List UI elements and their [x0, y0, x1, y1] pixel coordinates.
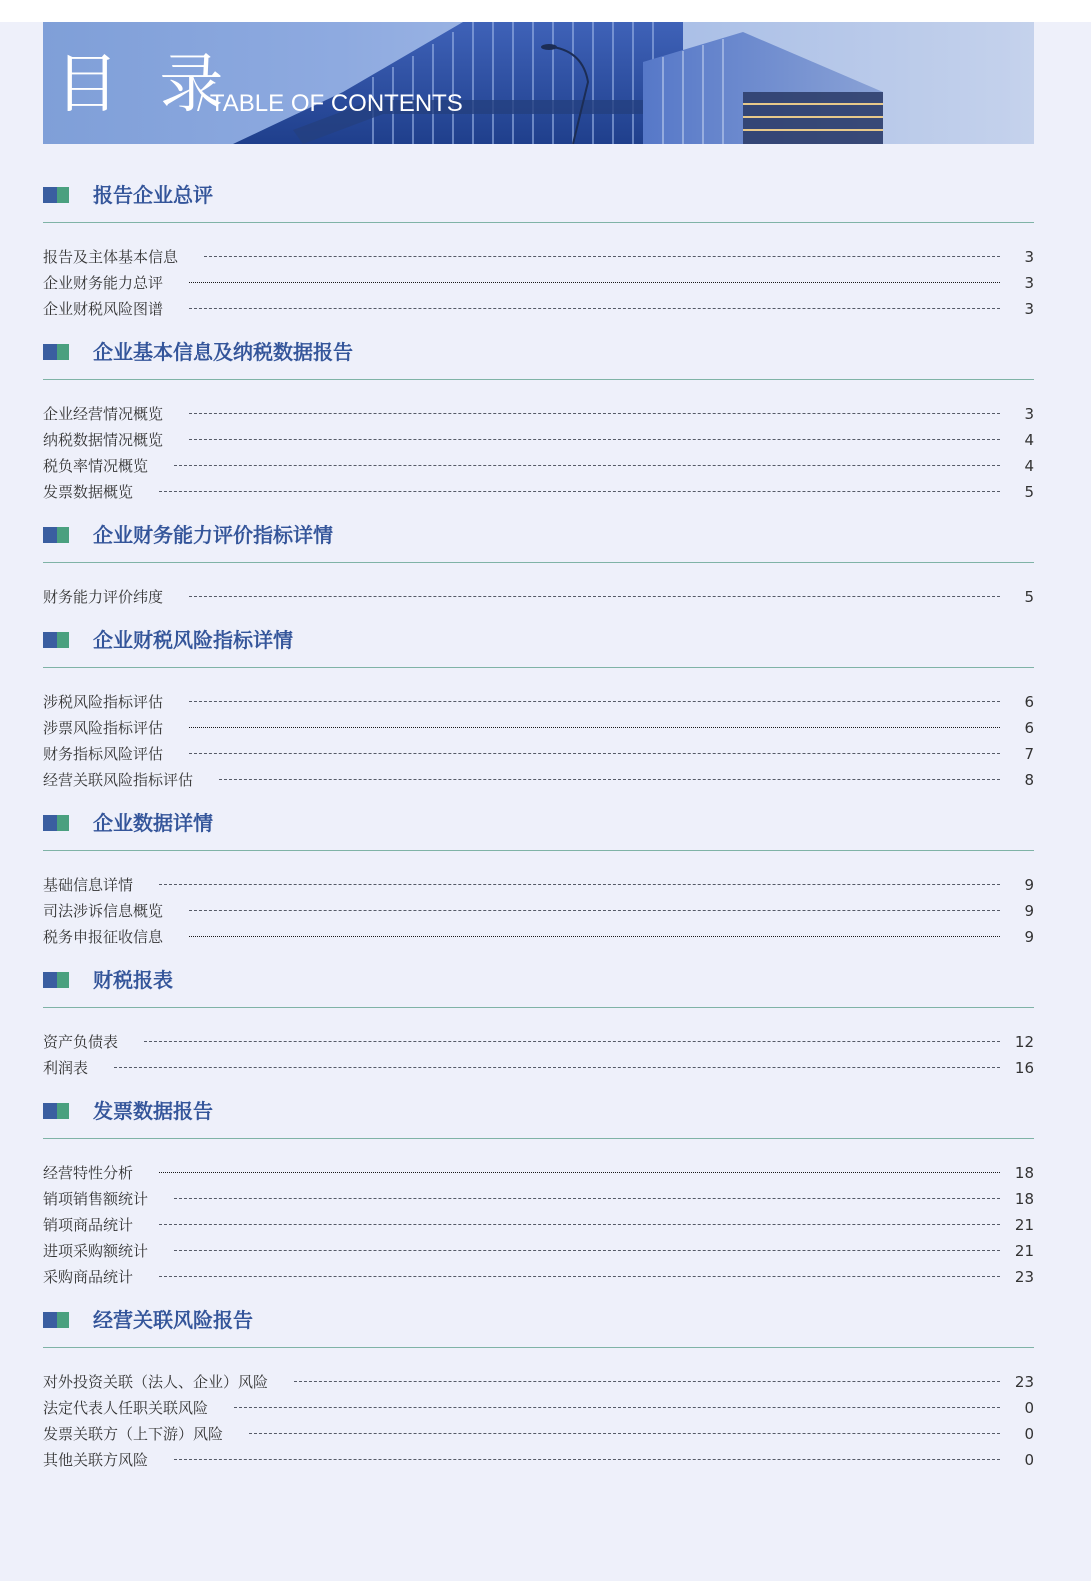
toc-section [43, 960, 1034, 1091]
section-header [43, 803, 1034, 851]
dot-leader [189, 596, 1000, 597]
section-marker-icon [43, 527, 69, 543]
section-marker-icon [43, 187, 69, 203]
toc-entry-page-number: 5 [1024, 483, 1034, 501]
toc-entry[interactable] [43, 715, 1034, 741]
dot-leader [219, 779, 1000, 780]
dot-leader [159, 1276, 1000, 1277]
dot-leader [189, 308, 1000, 309]
toc-entry-page-number: 9 [1024, 902, 1034, 920]
toc-section [43, 175, 1034, 332]
toc-entry[interactable] [43, 1395, 1034, 1421]
section-items [43, 223, 1034, 332]
toc-entry-label: 税负率情况概览 [43, 457, 149, 475]
toc-entry-page-number: 23 [1014, 1373, 1034, 1391]
section-items [43, 1348, 1034, 1483]
toc-entry-page-number: 5 [1024, 588, 1034, 606]
toc-entry[interactable] [43, 1421, 1034, 1447]
toc-entry-page-number: 18 [1014, 1190, 1034, 1208]
toc-section [43, 620, 1034, 803]
toc-entry[interactable] [43, 1238, 1034, 1264]
section-header [43, 1091, 1034, 1139]
toc-entry[interactable] [43, 479, 1034, 505]
toc-entry-page-number: 3 [1024, 248, 1034, 266]
toc-entry-label: 税务申报征收信息 [43, 928, 164, 946]
dot-leader [189, 753, 1000, 754]
toc-entry[interactable] [43, 898, 1034, 924]
section-title[interactable]: 发票数据报告 [93, 1099, 213, 1123]
toc-entry-page-number: 12 [1014, 1033, 1034, 1051]
toc-entry-label: 纳税数据情况概览 [43, 431, 164, 449]
section-header [43, 332, 1034, 380]
toc-section [43, 1091, 1034, 1300]
section-title[interactable]: 企业基本信息及纳税数据报告 [93, 340, 353, 364]
toc-entry-label: 企业财务能力总评 [43, 274, 164, 292]
toc-entry[interactable] [43, 584, 1034, 610]
toc-entry[interactable] [43, 1186, 1034, 1212]
toc-entry-label: 涉票风险指标评估 [43, 719, 164, 737]
toc-entry-label: 资产负债表 [43, 1033, 119, 1051]
section-header [43, 175, 1034, 223]
section-title[interactable]: 企业财务能力评价指标详情 [93, 523, 333, 547]
toc-entry-label: 对外投资关联（法人、企业）风险 [43, 1373, 269, 1391]
toc-entry-label: 利润表 [43, 1059, 89, 1077]
toc-entry[interactable] [43, 1369, 1034, 1395]
toc-entry[interactable] [43, 741, 1034, 767]
dot-leader [174, 1459, 1000, 1460]
section-items [43, 1139, 1034, 1300]
toc-entry-page-number: 9 [1024, 876, 1034, 894]
dot-leader [159, 884, 1000, 885]
dot-leader [159, 1172, 1000, 1173]
toc-entry[interactable] [43, 1160, 1034, 1186]
toc-entry-page-number: 3 [1024, 300, 1034, 318]
dot-leader [204, 256, 1000, 257]
section-items [43, 668, 1034, 803]
toc-entry-page-number: 6 [1024, 719, 1034, 737]
toc-entry-label: 经营特性分析 [43, 1164, 134, 1182]
toc-entry-page-number: 0 [1024, 1399, 1034, 1417]
dot-leader [159, 1224, 1000, 1225]
toc-entry[interactable] [43, 872, 1034, 898]
dot-leader [174, 1250, 1000, 1251]
dot-leader [234, 1407, 1000, 1408]
toc-entry-label: 销项销售额统计 [43, 1190, 149, 1208]
dot-leader [189, 910, 1000, 911]
section-marker-icon [43, 972, 69, 988]
dot-leader [189, 936, 1000, 937]
section-marker-icon [43, 632, 69, 648]
page-title: 目 录 [55, 48, 234, 122]
toc-entry[interactable] [43, 767, 1034, 793]
toc-entry-page-number: 4 [1024, 457, 1034, 475]
toc-entry[interactable] [43, 296, 1034, 322]
section-header [43, 515, 1034, 563]
toc-entry-page-number: 21 [1014, 1242, 1034, 1260]
section-marker-icon [43, 344, 69, 360]
toc-entry-page-number: 0 [1024, 1425, 1034, 1443]
section-items [43, 1008, 1034, 1091]
section-title[interactable]: 财税报表 [93, 968, 173, 992]
toc-entry-page-number: 3 [1024, 405, 1034, 423]
toc-entry-label: 财务指标风险评估 [43, 745, 164, 763]
toc-entry-page-number: 0 [1024, 1451, 1034, 1469]
toc-entry-label: 司法涉诉信息概览 [43, 902, 164, 920]
dot-leader [174, 465, 1000, 466]
dot-leader [249, 1433, 1000, 1434]
header-banner [43, 22, 1034, 144]
dot-leader [189, 727, 1000, 728]
toc-entry-label: 经营关联风险指标评估 [43, 771, 194, 789]
toc-entry-page-number: 8 [1024, 771, 1034, 789]
toc-entry-label: 涉税风险指标评估 [43, 693, 164, 711]
table-of-contents [43, 175, 1034, 1483]
dot-leader [114, 1067, 1000, 1068]
section-header [43, 620, 1034, 668]
section-title[interactable]: 经营关联风险报告 [93, 1308, 253, 1332]
toc-entry-page-number: 18 [1014, 1164, 1034, 1182]
toc-entry[interactable] [43, 924, 1034, 950]
section-marker-icon [43, 1312, 69, 1328]
toc-section [43, 332, 1034, 515]
toc-entry[interactable] [43, 689, 1034, 715]
toc-entry-page-number: 9 [1024, 928, 1034, 946]
section-marker-icon [43, 815, 69, 831]
toc-entry-label: 企业经营情况概览 [43, 405, 164, 423]
section-header [43, 960, 1034, 1008]
toc-entry-label: 发票数据概览 [43, 483, 134, 501]
toc-entry-page-number: 4 [1024, 431, 1034, 449]
toc-entry[interactable] [43, 1029, 1034, 1055]
toc-entry-label: 报告及主体基本信息 [43, 248, 179, 266]
toc-section [43, 515, 1034, 620]
dot-leader [294, 1381, 1000, 1382]
toc-section [43, 803, 1034, 960]
toc-entry[interactable] [43, 1212, 1034, 1238]
toc-entry-label: 发票关联方（上下游）风险 [43, 1425, 224, 1443]
toc-entry-label: 采购商品统计 [43, 1268, 134, 1286]
toc-entry[interactable] [43, 1264, 1034, 1290]
toc-entry[interactable] [43, 427, 1034, 453]
dot-leader [189, 701, 1000, 702]
toc-entry-page-number: 7 [1024, 745, 1034, 763]
toc-entry-label: 财务能力评价纬度 [43, 588, 164, 606]
toc-entry-label: 企业财税风险图谱 [43, 300, 164, 318]
section-title[interactable]: 企业数据详情 [93, 811, 213, 835]
toc-entry[interactable] [43, 1447, 1034, 1473]
section-items [43, 851, 1034, 960]
toc-entry-label: 法定代表人任职关联风险 [43, 1399, 209, 1417]
section-title[interactable]: 报告企业总评 [93, 183, 213, 207]
toc-section [43, 1300, 1034, 1483]
top-margin [0, 0, 1091, 22]
dot-leader [159, 491, 1000, 492]
section-marker-icon [43, 1103, 69, 1119]
section-header [43, 1300, 1034, 1348]
toc-entry-label: 销项商品统计 [43, 1216, 134, 1234]
toc-entry[interactable] [43, 1055, 1034, 1081]
toc-entry-page-number: 21 [1014, 1216, 1034, 1234]
toc-entry-label: 其他关联方风险 [43, 1451, 149, 1469]
toc-entry[interactable] [43, 244, 1034, 270]
dot-leader [144, 1041, 1000, 1042]
section-items [43, 380, 1034, 515]
toc-entry-label: 进项采购额统计 [43, 1242, 149, 1260]
dot-leader [189, 282, 1000, 283]
toc-entry[interactable] [43, 453, 1034, 479]
toc-entry[interactable] [43, 401, 1034, 427]
toc-entry-page-number: 6 [1024, 693, 1034, 711]
dot-leader [174, 1198, 1000, 1199]
section-items [43, 563, 1034, 620]
dot-leader [189, 413, 1000, 414]
toc-entry-page-number: 3 [1024, 274, 1034, 292]
dot-leader [189, 439, 1000, 440]
section-title[interactable]: 企业财税风险指标详情 [93, 628, 293, 652]
toc-entry-page-number: 16 [1014, 1059, 1034, 1077]
toc-entry-label: 基础信息详情 [43, 876, 134, 894]
toc-entry[interactable] [43, 270, 1034, 296]
toc-entry-page-number: 23 [1014, 1268, 1034, 1286]
page-subtitle: / TABLE OF CONTENTS [197, 90, 463, 117]
